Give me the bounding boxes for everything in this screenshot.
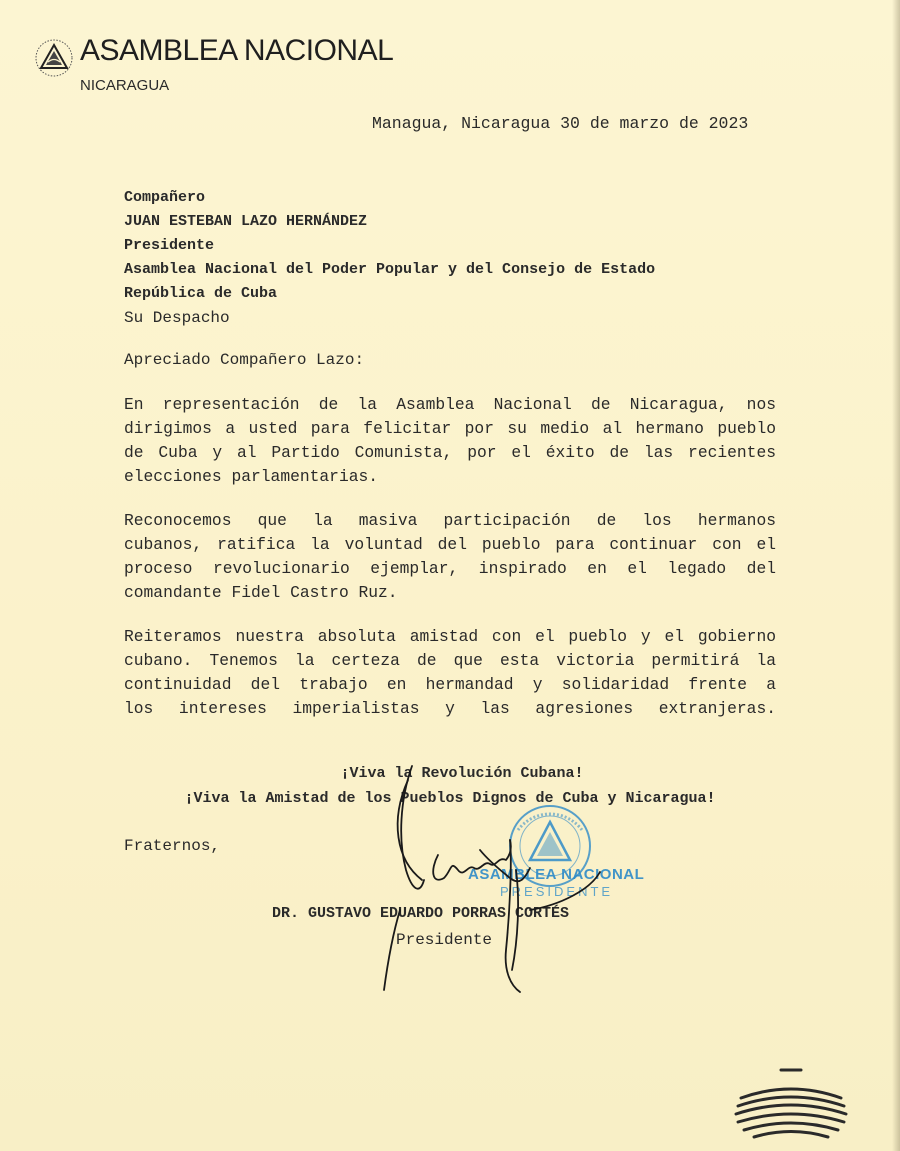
paragraph-3 bbox=[124, 625, 776, 721]
letterhead-title: ASAMBLEA NACIONAL bbox=[80, 34, 394, 67]
paragraph-line: cubanos, ratifica la voluntad del pueblo para continuar con el bbox=[124, 535, 776, 554]
recipient-institution: Asamblea Nacional del Poder Popular y del Consejo de Estado bbox=[124, 261, 656, 278]
assembly-hemicycle-logo bbox=[726, 1060, 856, 1140]
recipient-line-1: Compañero bbox=[124, 189, 206, 206]
paragraph-line: comandante Fidel Castro Ruz. bbox=[124, 583, 398, 602]
handwritten-signature bbox=[360, 760, 660, 1010]
paragraph-line: proceso revolucionario ejemplar, inspirado en el legado del bbox=[124, 559, 776, 578]
recipient-title: Presidente bbox=[124, 237, 215, 254]
signer-name: DR. GUSTAVO EDUARDO PORRAS CORTÉS bbox=[272, 905, 570, 922]
paragraph-line: cubano. Tenemos la certeza de que esta victoria permitirá la bbox=[124, 651, 776, 670]
valediction: Fraternos, bbox=[124, 837, 221, 855]
date-line: Managua, Nicaragua 30 de marzo de 2023 bbox=[372, 114, 749, 133]
paragraph-line: elecciones parlamentarias. bbox=[124, 467, 379, 486]
recipient-country: República de Cuba bbox=[124, 285, 278, 302]
paragraph-line: Reconocemos que la masiva participación de los hermanos bbox=[124, 511, 776, 530]
paragraph-line: de Cuba y al Partido Comunista, por el éxito de las recientes bbox=[124, 443, 776, 462]
recipient-office: Su Despacho bbox=[124, 309, 230, 327]
paragraph-line: dirigimos a usted para felicitar por su medio al hermano pueblo bbox=[124, 419, 776, 438]
signer-title: Presidente bbox=[396, 931, 493, 949]
stamp-sublabel: PRESIDENTE bbox=[500, 884, 614, 899]
paragraph-line: continuidad del trabajo en hermandad y solidaridad frente a bbox=[124, 675, 776, 694]
paragraph-line: En representación de la Asamblea Nacional de Nicaragua, nos bbox=[124, 395, 776, 414]
closing-line-2: ¡Viva la Amistad de los Pueblos Dignos de Cuba y Nicaragua! bbox=[184, 790, 716, 807]
paper-edge-shadow bbox=[892, 0, 900, 1151]
paragraph-line: Reiteramos nuestra absoluta amistad con el pueblo y el gobierno bbox=[124, 627, 776, 646]
salutation: Apreciado Compañero Lazo: bbox=[124, 351, 365, 369]
recipient-name: JUAN ESTEBAN LAZO HERNÁNDEZ bbox=[124, 213, 368, 230]
closing-line-1: ¡Viva la Revolución Cubana! bbox=[340, 765, 584, 782]
paragraph-2 bbox=[124, 509, 776, 605]
paragraph-1 bbox=[124, 393, 776, 489]
paragraph-line: los intereses imperialistas y las agresiones extranjeras. bbox=[124, 699, 776, 718]
letterhead-subtitle: NICARAGUA bbox=[80, 77, 170, 94]
triangle-emblem-icon bbox=[34, 38, 74, 78]
stamp-label: ASAMBLEA NACIONAL bbox=[468, 866, 645, 883]
